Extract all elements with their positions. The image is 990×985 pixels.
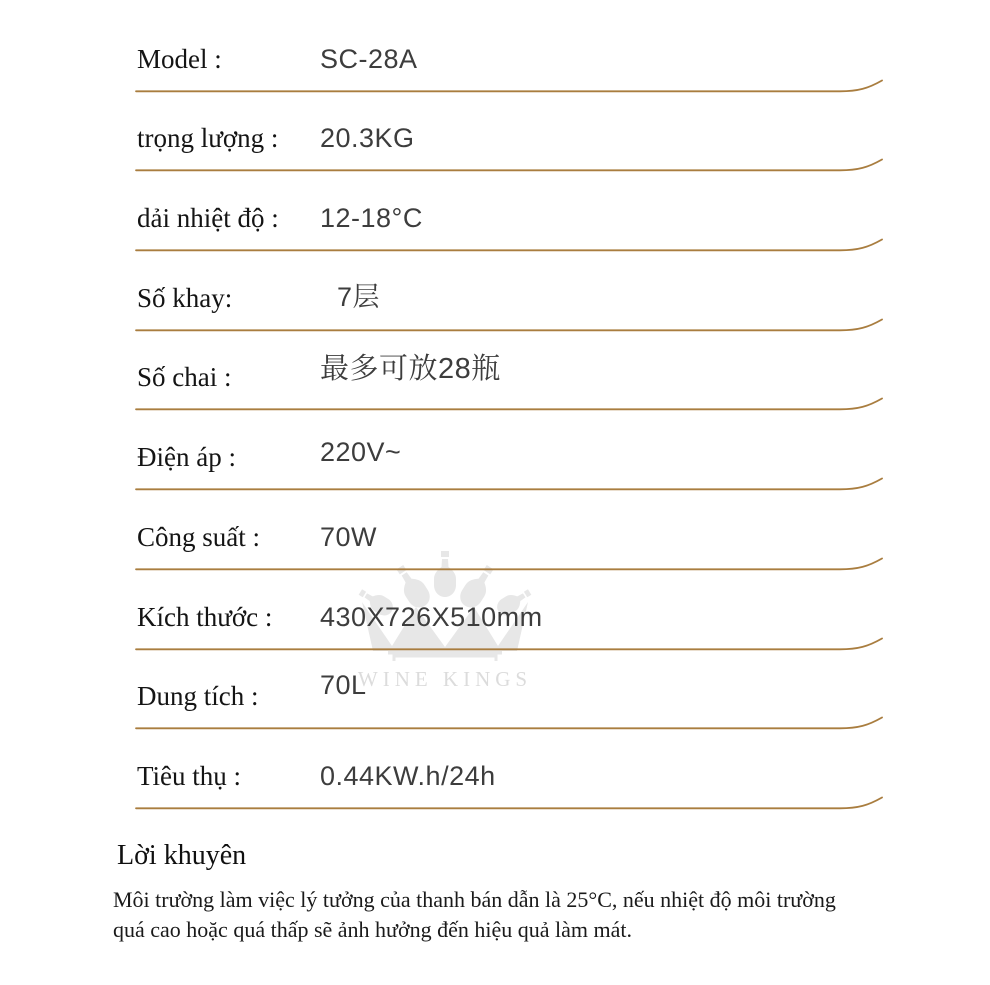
spec-value: 220V~	[320, 437, 402, 468]
advice-heading: Lời khuyên	[117, 840, 247, 871]
spec-label: Kích thước :	[137, 601, 273, 632]
divider-line	[135, 397, 885, 411]
spec-value: SC-28A	[320, 43, 418, 74]
spec-label: Model :	[137, 43, 222, 74]
spec-row	[135, 411, 885, 491]
spec-row	[135, 252, 885, 332]
spec-value: 最多可放28瓶	[320, 353, 501, 386]
divider-line	[135, 796, 885, 810]
advice-section	[113, 840, 836, 945]
divider-curve	[136, 718, 882, 729]
spec-value: 0.44KW.h/24h	[320, 760, 496, 791]
divider-curve	[136, 160, 882, 171]
spec-label: trọng lượng :	[137, 123, 279, 154]
divider-line	[135, 557, 885, 571]
spec-row	[135, 93, 885, 173]
spec-row	[135, 332, 885, 412]
spec-value: 7层	[337, 281, 381, 312]
spec-row	[135, 13, 885, 93]
spec-label: Công suất :	[137, 521, 261, 552]
spec-label: Tiêu thụ :	[137, 760, 242, 791]
spec-row	[135, 491, 885, 571]
divider-curve	[136, 80, 882, 91]
divider-line	[135, 716, 885, 730]
divider-line	[135, 477, 885, 491]
spec-label: Số chai :	[137, 362, 232, 393]
divider-curve	[136, 319, 882, 330]
divider-curve	[136, 240, 882, 251]
spec-table	[135, 13, 885, 810]
divider-line	[135, 158, 885, 172]
spec-value: 70L	[320, 670, 367, 701]
divider-line	[135, 238, 885, 252]
divider-curve	[136, 399, 882, 410]
spec-label: Dung tích :	[137, 681, 259, 712]
advice-text-line-1: Môi trường làm việc lý tưởng của thanh bán dẫn là 25°C, nếu nhiệt độ môi trường	[113, 887, 836, 912]
spec-value: 430X726X510mm	[320, 601, 543, 632]
divider-curve	[136, 558, 882, 569]
divider-line	[135, 318, 885, 332]
spec-label: Số khay:	[137, 282, 233, 313]
advice-text-line-2: quá cao hoặc quá thấp sẽ ảnh hưởng đến hiệu quả làm mát.	[113, 917, 632, 942]
spec-row	[135, 730, 885, 810]
divider-line	[135, 637, 885, 651]
divider-line	[135, 79, 885, 93]
divider-curve	[136, 479, 882, 490]
divider-curve	[136, 797, 882, 808]
spec-row	[135, 651, 885, 731]
spec-value: 20.3KG	[320, 123, 415, 154]
spec-value: 12-18°C	[320, 203, 423, 234]
spec-row	[135, 571, 885, 651]
spec-label: dải nhiệt độ :	[137, 203, 279, 234]
watermark-brand-text: WINE KINGS	[357, 667, 533, 691]
spec-value: 70W	[320, 521, 378, 552]
spec-label: Điện áp :	[137, 442, 236, 473]
divider-curve	[136, 638, 882, 649]
spec-row	[135, 172, 885, 252]
